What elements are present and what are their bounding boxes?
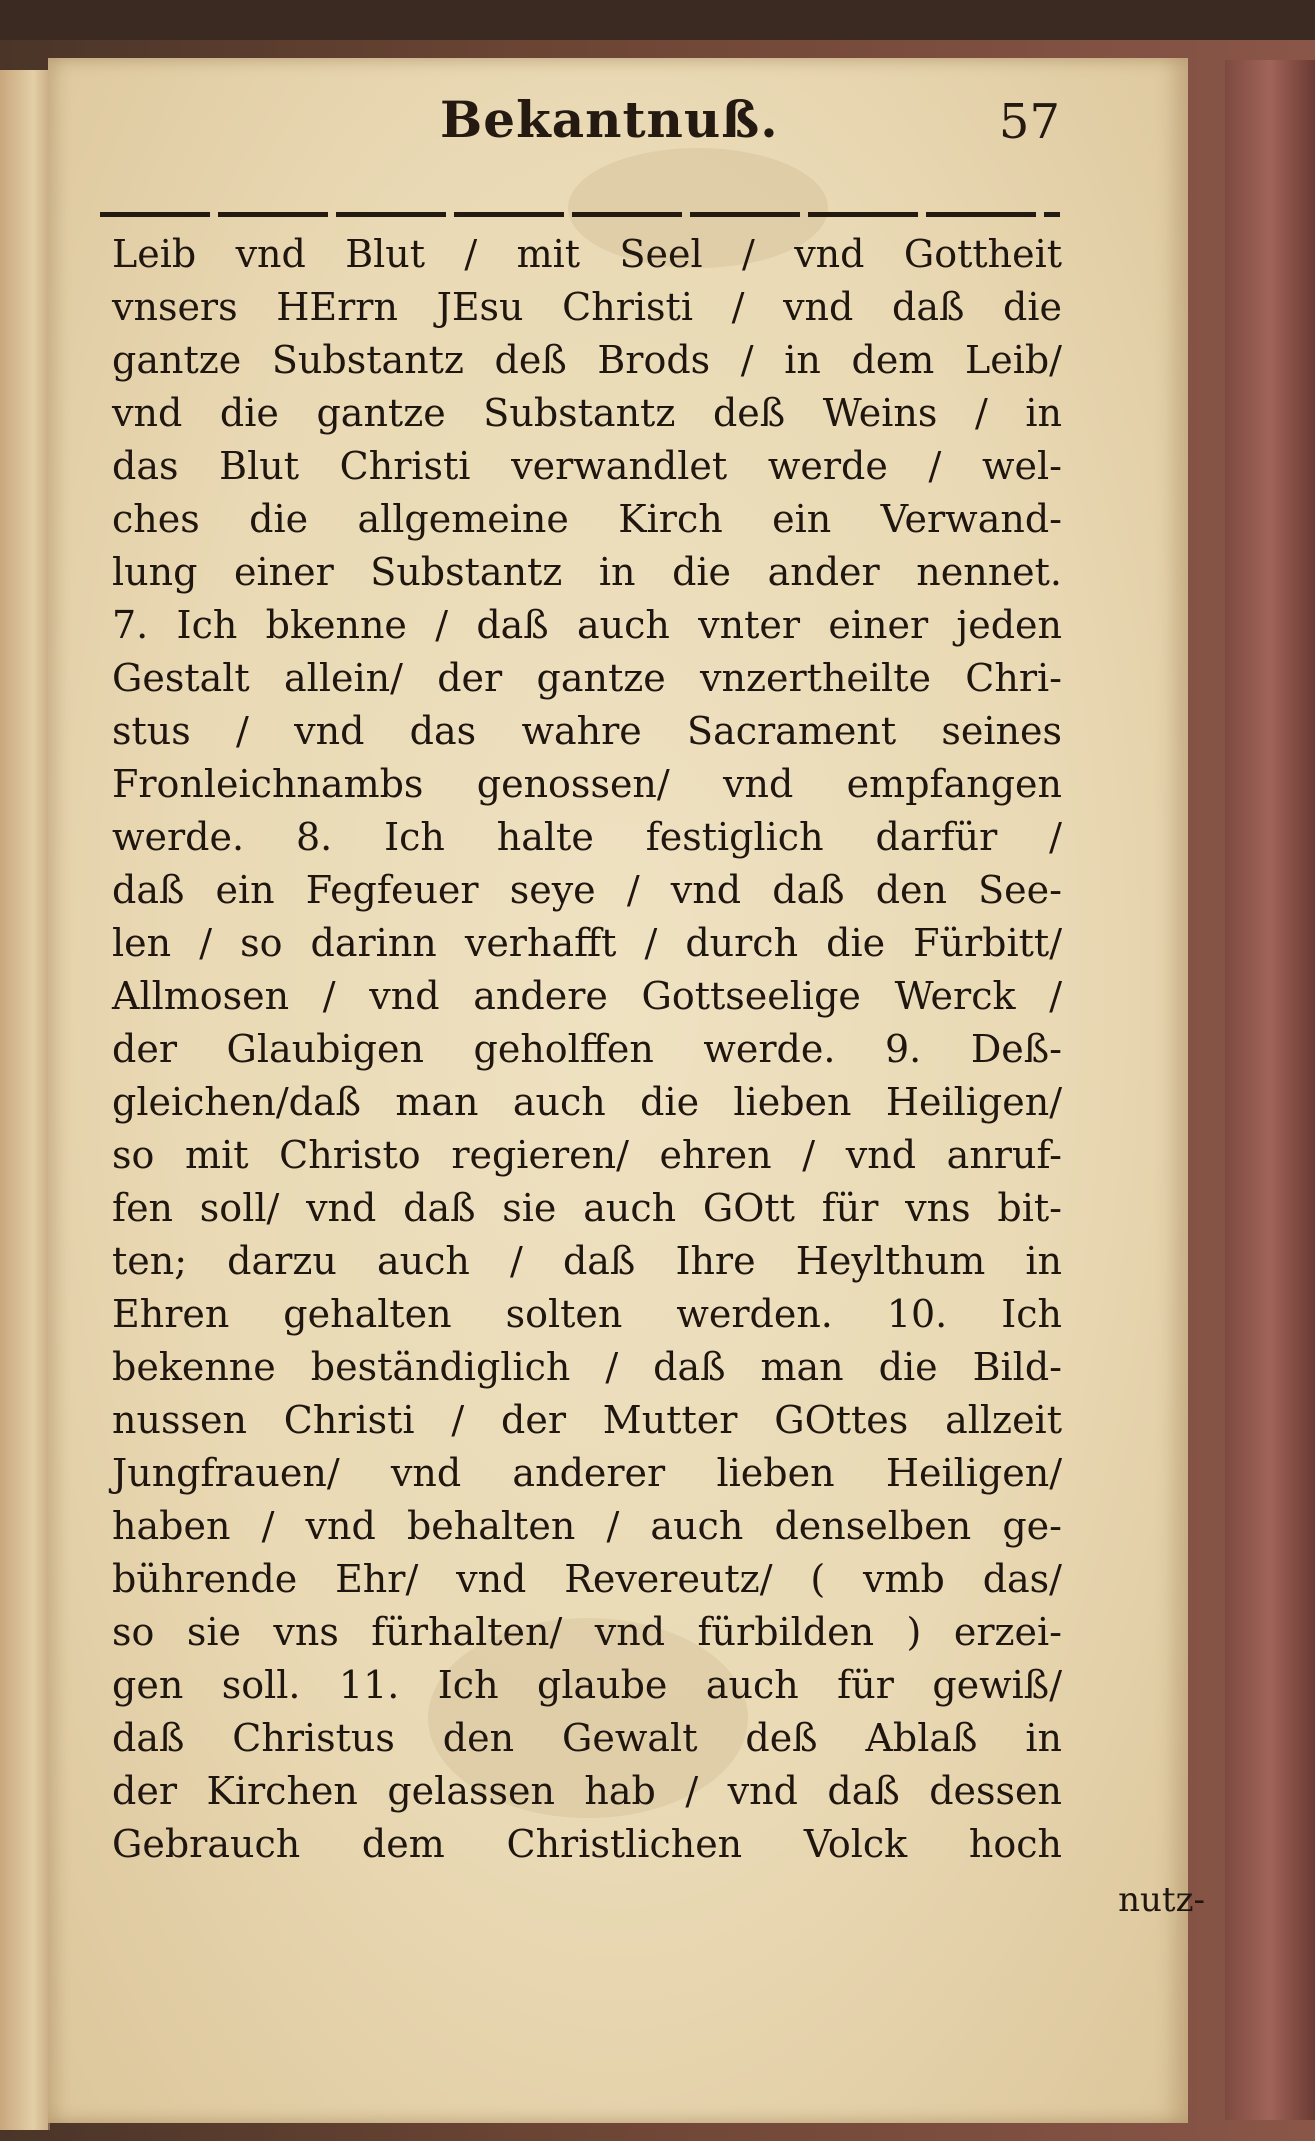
text-line: gantze Substantz deß Brods / in dem Leib/ <box>112 338 1062 382</box>
text-line: so mit Christo regieren/ ehren / vnd anruf- <box>112 1133 1062 1177</box>
body-text <box>112 228 1062 1871</box>
running-title: Bekantnuß. <box>440 90 779 149</box>
text-line: Ehren gehalten solten werden. 10. Ich <box>112 1292 1062 1336</box>
text-line: der Kirchen gelassen hab / vnd daß dessen <box>112 1769 1062 1813</box>
text-line: lung einer Substantz in die ander nennet. <box>112 550 1062 594</box>
text-line: Gebrauch dem Christlichen Volck hoch <box>112 1822 1062 1866</box>
text-line: vnsers HErrn JEsu Christi / vnd daß die <box>112 285 1062 329</box>
page-header <box>100 90 1060 170</box>
header-rule <box>100 212 1060 217</box>
text-line: so sie vns fürhalten/ vnd fürbilden ) erzei- <box>112 1610 1062 1654</box>
text-line: daß ein Fegfeuer seye / vnd daß den See- <box>112 868 1062 912</box>
text-line: stus / vnd das wahre Sacrament seines <box>112 709 1062 753</box>
text-line: Allmosen / vnd andere Gottseelige Werck / <box>112 974 1062 1018</box>
page-number: 57 <box>998 94 1060 150</box>
text-line: Fronleichnambs genossen/ vnd empfangen <box>112 762 1062 806</box>
text-line: ches die allgemeine Kirch ein Verwand- <box>112 497 1062 541</box>
text-line: Gestalt allein/ der gantze vnzertheilte Chri- <box>112 656 1062 700</box>
text-line: nussen Christi / der Mutter GOttes allzeit <box>112 1398 1062 1442</box>
text-line: gleichen/daß man auch die lieben Heiligen/ <box>112 1080 1062 1124</box>
catchword: nutz- <box>1118 1880 1205 1920</box>
text-line: fen soll/ vnd daß sie auch GOtt für vns bit- <box>112 1186 1062 1230</box>
text-line: gen soll. 11. Ich glaube auch für gewiß/ <box>112 1663 1062 1707</box>
text-line: 7. Ich bkenne / daß auch vnter einer jeden <box>112 603 1062 647</box>
text-line: bekenne beständiglich / daß man die Bild- <box>112 1345 1062 1389</box>
text-line: Leib vnd Blut / mit Seel / vnd Gottheit <box>112 232 1062 276</box>
text-line: vnd die gantze Substantz deß Weins / in <box>112 391 1062 435</box>
text-line: daß Christus den Gewalt deß Ablaß in <box>112 1716 1062 1760</box>
text-line: bührende Ehr/ vnd Revereutz/ ( vmb das/ <box>112 1557 1062 1601</box>
text-line: werde. 8. Ich halte festiglich darfür / <box>112 815 1062 859</box>
previous-page-edge <box>0 70 50 2130</box>
text-line: haben / vnd behalten / auch denselben ge- <box>112 1504 1062 1548</box>
cover-edge <box>1225 60 1315 2120</box>
text-line: ten; darzu auch / daß Ihre Heylthum in <box>112 1239 1062 1283</box>
text-line: len / so darinn verhafft / durch die Fürbitt/ <box>112 921 1062 965</box>
text-line: der Glaubigen geholffen werde. 9. Deß- <box>112 1027 1062 1071</box>
text-line: Jungfrauen/ vnd anderer lieben Heiligen/ <box>112 1451 1062 1495</box>
text-line: das Blut Christi verwandlet werde / wel- <box>112 444 1062 488</box>
